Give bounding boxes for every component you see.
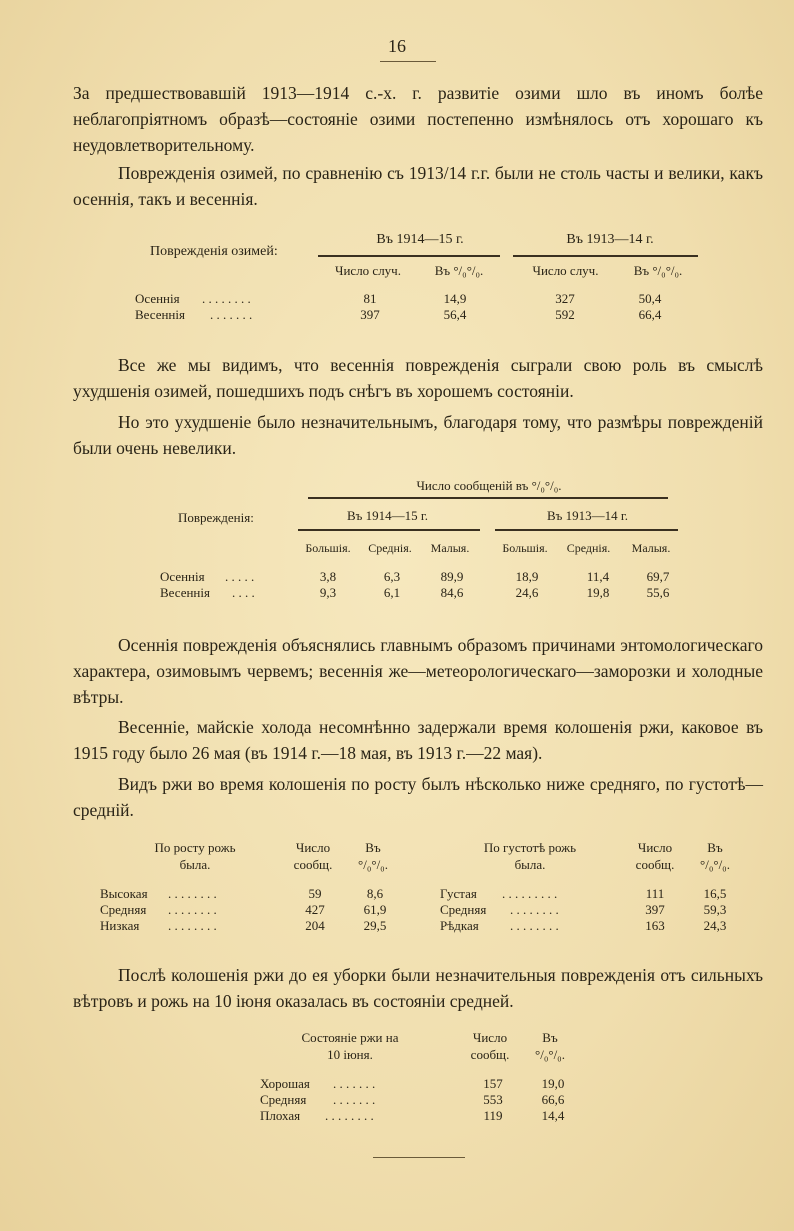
table1-cell: 50,4 [638,291,662,306]
table2-cell: 9,3 [319,585,337,600]
table3-right-row-label: Рѣдкая [440,918,479,933]
table2-brace-2 [495,529,678,531]
table3-right-row-label: Густая [440,886,477,901]
table1-year-1914: Въ 1914—15 г. [376,232,464,247]
table3-right-header: По густотѣ рожь [483,840,577,855]
table3-left-row-label: Средняя [100,902,147,917]
paragraph-4: Но это ухудшеніе было незначительнымъ, благодаря тому, что размѣры поврежденій были очень невелики. [73,412,763,458]
table4-row-label: Средняя [260,1092,307,1107]
table4-row-label: Хорошая [260,1076,310,1091]
table3-left-pct-header: Въ [365,840,381,855]
table2-cell: 89,9 [440,569,464,584]
table4-cell: 119 [483,1108,503,1123]
table3-left-row-dots: . . . . . . . . [168,918,217,933]
table1-cell: 14,9 [443,291,467,306]
paragraph-6: Весенніе, майскіе холода несомнѣнно задержали время колошенія ржи, каковое въ 1915 году было 26 мая (въ 1914 г.—18 мая, въ 1913 г.—22 мая). [73,717,763,763]
table2-cell: 84,6 [440,585,464,600]
table2-brace-1 [298,529,480,531]
table2-row-spring-label: Весеннія [160,585,210,600]
page-number: 16 [388,36,406,56]
table1-row-autumn-dots: . . . . . . . . [202,291,251,306]
table1-brace-1 [318,255,500,257]
table1-row-spring-dots: . . . . . . . [210,307,253,322]
table2-top-header: Число сообщеній въ °/₀°/₀. [416,478,562,493]
table3-right-pct-header-2: °/₀°/₀. [700,857,730,872]
table2-cell: 11,4 [586,569,610,584]
table3-cell: 427 [305,902,325,917]
table2-sub: Малыя. [430,541,470,555]
table2-cell: 24,6 [515,585,539,600]
table3-left-count-header: Число [295,840,331,855]
table1-sub-pct-1: Въ °/₀°/₀. [434,263,484,278]
table1-sub-pct-2: Въ °/₀°/₀. [633,263,683,278]
table4-count-header-2: сообщ. [470,1047,510,1062]
table3-cell: 59,3 [703,902,727,917]
paragraph-7: Видъ ржи во время колошенія по росту былъ нѣсколько ниже средняго, по густотѣ—средній. [73,774,763,820]
table3-cell: 24,3 [703,918,727,933]
table2-row-spring-dots: . . . . [232,585,255,600]
table2-cell: 6,3 [383,569,401,584]
table2-sub: Малыя. [631,541,671,555]
table3-right-row-label: Средняя [440,902,487,917]
table3-left-header-2: была. [179,857,211,872]
table1-sub-count-1: Число случ. [335,263,401,278]
table2-cell: 19,8 [586,585,610,600]
page-number-rule [380,61,436,62]
table1-cell: 66,4 [638,307,662,322]
table3-right-count-header: Число [637,840,673,855]
table3-right-row-dots: . . . . . . . . . [502,886,558,901]
footer-rule [373,1157,465,1158]
table4-cell: 553 [483,1092,503,1107]
table2-sub: Среднія. [566,541,611,555]
table1-sub-count-2: Число случ. [532,263,599,278]
paragraph-2: Поврежденія озимей, по сравненію съ 1913/14 г.г. были не столь часты и велики, какъ осеннія, такъ и весеннія. [73,163,763,209]
table4-cell: 14,4 [541,1108,565,1123]
table4-header: Состояніе ржи на [301,1030,399,1045]
table3-cell: 204 [305,918,325,933]
table3-left-row-dots: . . . . . . . . [168,902,217,917]
table2-row-header: Поврежденія: [178,510,254,525]
table3-left-row-label: Высокая [100,886,148,901]
table1-brace-2 [513,255,698,257]
table2-cell: 3,8 [319,569,337,584]
table3-left-row-label: Низкая [100,918,140,933]
table2-cell: 69,7 [646,569,670,584]
paragraph-3: Все же мы видимъ, что весеннія поврежденія сыграли свою роль въ смыслѣ ухудшенія озимей, пошедшихъ подъ снѣгъ въ хорошемъ состояніи. [73,355,763,401]
table1-row-spring-label: Весеннія [135,307,185,322]
table1-row-autumn-label: Осеннія [135,291,180,306]
table3-cell: 163 [645,918,665,933]
table1-cell: 327 [555,291,575,306]
table2-sub: Большія. [502,541,548,555]
table1-year-1913: Въ 1913—14 г. [566,232,654,247]
table4-pct-header: Въ [542,1030,558,1045]
table2-cell: 18,9 [515,569,539,584]
table3-left-count-header-2: сообщ. [293,857,333,872]
table2-cell: 6,1 [383,585,401,600]
table4-count-header: Число [472,1030,508,1045]
table4-row-dots: . . . . . . . [333,1092,376,1107]
table4-row-dots: . . . . . . . . [325,1108,374,1123]
table3-cell: 111 [645,886,665,901]
table3-left-header: По росту рожь [154,840,236,855]
table4-cell: 19,0 [541,1076,565,1091]
table3-cell: 397 [645,902,665,917]
paragraph-1: За предшествовавшій 1913—1914 с.-х. г. развитіе озими шло въ иномъ болѣе неблагопріятномъ образѣ—состояніе озими постепенно измѣнялось отъ хорошаго къ неудовлетворительному. [73,83,763,155]
table3-left-row-dots: . . . . . . . . [168,886,217,901]
table3-right-row-dots: . . . . . . . . [510,918,559,933]
table2-year-1913: Въ 1913—14 г. [546,508,628,523]
table3-right-pct-header: Въ [707,840,723,855]
table3-right-count-header-2: сообщ. [635,857,675,872]
table3-right-row-dots: . . . . . . . . [510,902,559,917]
table1-cell: 81 [363,291,377,306]
table4-pct-header-2: °/₀°/₀. [535,1047,565,1062]
paragraph-8: Послѣ колошенія ржи до ея уборки были незначительныя поврежденія отъ сильныхъ вѣтровъ и рожь на 10 іюня оказалась въ состояніи средней. [73,965,763,1011]
table3-cell: 29,5 [363,918,387,933]
paragraph-5: Осеннія поврежденія объяснялись главнымъ образомъ причинами энтомологическаго характера, озимовымъ червемъ; весеннія же—метеорологическаго—заморозки и холодные вѣтры. [73,635,763,707]
table2-row-autumn-dots: . . . . . [225,569,255,584]
table3-right-header-2: была. [514,857,546,872]
table3-cell: 8,6 [366,886,384,901]
table2-year-1914: Въ 1914—15 г. [346,508,428,523]
table3-cell: 16,5 [703,886,727,901]
table4-cell: 66,6 [541,1092,565,1107]
table1-row-header: Поврежденія озимей: [150,244,278,259]
table2-sub: Большія. [305,541,351,555]
table2-sub: Среднія. [368,541,412,555]
table1-cell: 592 [555,307,575,322]
table3-cell: 61,9 [363,902,387,917]
table3-cell: 59 [308,886,322,901]
table2-top-brace [308,497,668,499]
table1-cell: 397 [360,307,380,322]
table4-cell: 157 [483,1076,503,1091]
table4-row-label: Плохая [260,1108,301,1123]
table4-row-dots: . . . . . . . [333,1076,376,1091]
table4-header-2: 10 іюня. [327,1047,373,1062]
table3-left-pct-header-2: °/₀°/₀. [358,857,388,872]
table2-cell: 55,6 [646,585,670,600]
table1-cell: 56,4 [443,307,467,322]
table2-row-autumn-label: Осеннія [160,569,205,584]
